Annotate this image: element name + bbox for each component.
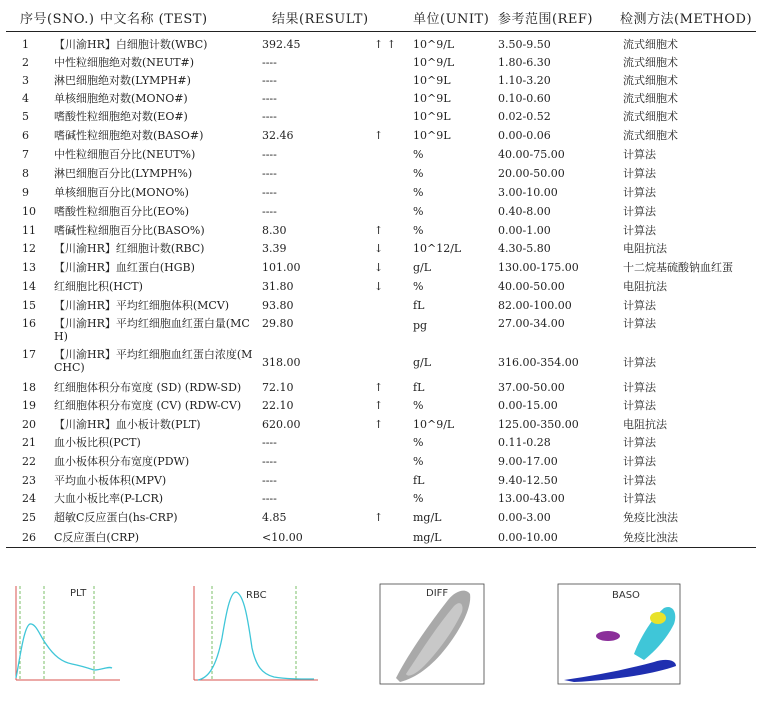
unit: %: [413, 224, 424, 237]
header-ref: 参考范围(REF): [498, 12, 593, 27]
unit: 10^9L: [413, 74, 451, 87]
result-value: 101.00: [262, 261, 301, 274]
method: 电阻抗法: [623, 418, 667, 431]
row-number: 5: [22, 110, 29, 123]
result-value: ----: [262, 474, 277, 487]
test-name: 单核细胞百分比(MONO%): [54, 186, 189, 199]
method: 计算法: [623, 148, 656, 161]
result-value: 8.30: [262, 224, 287, 237]
abnormal-flag: ↓: [374, 261, 384, 274]
method: 计算法: [623, 356, 656, 369]
method: 免疫比浊法: [623, 511, 678, 524]
rbc-histogram: [190, 578, 322, 686]
unit: %: [413, 148, 424, 161]
result-value: ----: [262, 167, 277, 180]
header-rule: [6, 31, 756, 32]
row-number: 25: [22, 511, 36, 524]
result-value: ----: [262, 148, 277, 161]
method: 计算法: [623, 317, 656, 330]
unit: fL: [413, 381, 425, 394]
reference-range: 0.02-0.52: [498, 110, 551, 123]
row-number: 4: [22, 92, 29, 105]
test-name: 嗜碱性粒细胞百分比(BASO%): [54, 224, 205, 237]
baso-purple-cluster: [596, 631, 620, 641]
reference-range: 9.00-17.00: [498, 455, 558, 468]
abnormal-flag: ↑: [374, 418, 384, 431]
baso-scattergram: [554, 578, 684, 688]
method: 流式细胞术: [623, 38, 678, 51]
reference-range: 0.10-0.60: [498, 92, 551, 105]
result-value: 4.85: [262, 511, 287, 524]
method: 流式细胞术: [623, 129, 678, 142]
unit: %: [413, 399, 424, 412]
method: 计算法: [623, 299, 656, 312]
reference-range: 130.00-175.00: [498, 261, 579, 274]
test-name: 【川渝HR】血红蛋白(HGB): [54, 261, 195, 274]
test-name: 平均血小板体积(MPV): [54, 474, 167, 487]
row-number: 8: [22, 167, 29, 180]
plt-label: PLT: [70, 588, 87, 599]
test-name: 红细胞比积(HCT): [54, 280, 143, 293]
abnormal-flag: ↑: [374, 129, 384, 142]
reference-range: 0.00-10.00: [498, 531, 558, 544]
row-number: 17: [22, 348, 36, 361]
row-number: 11: [22, 224, 36, 237]
test-name: 中性粒细胞绝对数(NEUT#): [54, 56, 195, 69]
unit: pg: [413, 319, 428, 332]
method: 计算法: [623, 186, 656, 199]
row-number: 24: [22, 492, 36, 505]
result-value: ----: [262, 205, 277, 218]
test-name: 【川渝HR】血小板计数(PLT): [54, 418, 201, 431]
row-number: 22: [22, 455, 36, 468]
result-value: 620.00: [262, 418, 301, 431]
row-number: 6: [22, 129, 29, 142]
method: 计算法: [623, 399, 656, 412]
rbc-label: RBC: [246, 590, 267, 601]
method: 计算法: [623, 224, 656, 237]
unit: 10^9L: [413, 110, 451, 123]
result-value: ----: [262, 455, 277, 468]
test-name: 超敏C反应蛋白(hs-CRP): [54, 511, 178, 524]
result-value: ----: [262, 110, 277, 123]
row-number: 12: [22, 242, 36, 255]
method: 计算法: [623, 205, 656, 218]
abnormal-flag: ↑: [374, 224, 384, 237]
result-value: ----: [262, 436, 277, 449]
unit: 10^9/L: [413, 418, 455, 431]
reference-range: 9.40-12.50: [498, 474, 558, 487]
header-unit: 单位(UNIT): [413, 12, 490, 27]
reference-range: 0.40-8.00: [498, 205, 551, 218]
row-number: 16: [22, 317, 36, 330]
result-value: <10.00: [262, 531, 303, 544]
unit: g/L: [413, 356, 432, 369]
unit: mg/L: [413, 531, 442, 544]
reference-range: 0.00-15.00: [498, 399, 558, 412]
result-value: 318.00: [262, 356, 301, 369]
method: 计算法: [623, 474, 656, 487]
result-value: 3.39: [262, 242, 287, 255]
reference-range: 0.00-3.00: [498, 511, 551, 524]
row-number: 14: [22, 280, 36, 293]
row-number: 19: [22, 399, 36, 412]
row-number: 21: [22, 436, 36, 449]
result-value: 72.10: [262, 381, 294, 394]
row-number: 2: [22, 56, 29, 69]
unit: %: [413, 455, 424, 468]
plt-histogram: [12, 578, 124, 686]
row-number: 9: [22, 186, 29, 199]
result-value: 22.10: [262, 399, 294, 412]
method: 计算法: [623, 167, 656, 180]
method: 流式细胞术: [623, 56, 678, 69]
method: 计算法: [623, 455, 656, 468]
unit: 10^9/L: [413, 38, 455, 51]
method: 流式细胞术: [623, 74, 678, 87]
method: 计算法: [623, 381, 656, 394]
row-number: 3: [22, 74, 29, 87]
reference-range: 37.00-50.00: [498, 381, 565, 394]
reference-range: 20.00-50.00: [498, 167, 565, 180]
abnormal-flag: ↓: [374, 242, 384, 255]
header-result: 结果(RESULT): [272, 12, 369, 27]
reference-range: 1.10-3.20: [498, 74, 551, 87]
reference-range: 13.00-43.00: [498, 492, 565, 505]
reference-range: 4.30-5.80: [498, 242, 551, 255]
test-name: 血小板比积(PCT): [54, 436, 141, 449]
table-header: [0, 8, 780, 32]
unit: %: [413, 167, 424, 180]
test-name: 中性粒细胞百分比(NEUT%): [54, 148, 196, 161]
test-name: 嗜酸性粒细胞绝对数(EO#): [54, 110, 188, 123]
test-name: 【川渝HR】白细胞计数(WBC): [54, 38, 208, 51]
method: 电阻抗法: [623, 280, 667, 293]
result-value: ----: [262, 492, 277, 505]
reference-range: 40.00-75.00: [498, 148, 565, 161]
abnormal-flag: ↑: [374, 511, 384, 524]
test-name: 【川渝HR】平均红细胞血红蛋白浓度(MCHC): [54, 348, 253, 374]
row-number: 7: [22, 148, 29, 161]
result-value: 392.45: [262, 38, 301, 51]
diff-scattergram: [376, 578, 488, 688]
unit: 10^9L: [413, 129, 451, 142]
test-name: C反应蛋白(CRP): [54, 531, 140, 544]
unit: %: [413, 436, 424, 449]
row-number: 15: [22, 299, 36, 312]
method: 计算法: [623, 436, 656, 449]
row-number: 18: [22, 381, 36, 394]
reference-range: 27.00-34.00: [498, 317, 565, 330]
unit: 10^9/L: [413, 56, 455, 69]
row-number: 13: [22, 261, 36, 274]
rbc-curve: [198, 592, 314, 680]
abnormal-flag: ↑ ↑: [374, 38, 396, 51]
header-no: 序号(SNO.): [20, 12, 95, 27]
unit: 10^9L: [413, 92, 451, 105]
method: 电阻抗法: [623, 242, 667, 255]
method: 流式细胞术: [623, 110, 678, 123]
test-name: 淋巴细胞绝对数(LYMPH#): [54, 74, 191, 87]
unit: %: [413, 280, 424, 293]
method: 十二烷基硫酸钠血红蛋: [623, 261, 733, 274]
row-number: 10: [22, 205, 36, 218]
test-name: 【川渝HR】平均红细胞血红蛋白量(MCH): [54, 317, 250, 343]
test-name: 单核细胞绝对数(MONO#): [54, 92, 188, 105]
test-name: 嗜酸性粒细胞百分比(EO%): [54, 205, 190, 218]
row-number: 26: [22, 531, 36, 544]
unit: %: [413, 186, 424, 199]
reference-range: 1.80-6.30: [498, 56, 551, 69]
result-value: 32.46: [262, 129, 294, 142]
test-name: 【川渝HR】红细胞计数(RBC): [54, 242, 205, 255]
abnormal-flag: ↑: [374, 399, 384, 412]
abnormal-flag: ↓: [374, 280, 384, 293]
row-number: 20: [22, 418, 36, 431]
result-value: ----: [262, 74, 277, 87]
diff-label: DIFF: [426, 588, 449, 599]
reference-range: 125.00-350.00: [498, 418, 579, 431]
header-method: 检测方法(METHOD): [620, 12, 753, 27]
reference-range: 82.00-100.00: [498, 299, 572, 312]
reference-range: 316.00-354.00: [498, 356, 579, 369]
test-name: 血小板体积分布宽度(PDW): [54, 455, 190, 468]
unit: mg/L: [413, 511, 442, 524]
test-name: 淋巴细胞百分比(LYMPH%): [54, 167, 193, 180]
method: 计算法: [623, 492, 656, 505]
unit: fL: [413, 474, 425, 487]
row-number: 1: [22, 38, 29, 51]
result-value: ----: [262, 186, 277, 199]
reference-range: 40.00-50.00: [498, 280, 565, 293]
method: 免疫比浊法: [623, 531, 678, 544]
unit: fL: [413, 299, 425, 312]
baso-label: BASO: [612, 590, 640, 601]
result-value: 31.80: [262, 280, 294, 293]
unit: g/L: [413, 261, 432, 274]
unit: %: [413, 205, 424, 218]
abnormal-flag: ↑: [374, 381, 384, 394]
test-name: 红细胞体积分布宽度 (CV) (RDW-CV): [54, 399, 242, 412]
result-value: ----: [262, 56, 277, 69]
footer-rule: [6, 547, 756, 548]
result-value: 93.80: [262, 299, 294, 312]
reference-range: 3.50-9.50: [498, 38, 551, 51]
row-number: 23: [22, 474, 36, 487]
test-name: 大血小板比率(P-LCR): [54, 492, 164, 505]
reference-range: 3.00-10.00: [498, 186, 558, 199]
baso-yellow-cluster: [650, 612, 666, 624]
test-name: 嗜碱性粒细胞绝对数(BASO#): [54, 129, 204, 142]
reference-range: 0.00-1.00: [498, 224, 551, 237]
test-name: 【川渝HR】平均红细胞体积(MCV): [54, 299, 230, 312]
result-value: ----: [262, 92, 277, 105]
result-value: 29.80: [262, 317, 294, 330]
test-name: 红细胞体积分布宽度 (SD) (RDW-SD): [54, 381, 242, 394]
unit: 10^12/L: [413, 242, 462, 255]
unit: %: [413, 492, 424, 505]
reference-range: 0.00-0.06: [498, 129, 551, 142]
header-name: 中文名称 (TEST): [100, 12, 208, 27]
reference-range: 0.11-0.28: [498, 436, 551, 449]
method: 流式细胞术: [623, 92, 678, 105]
plt-curve: [16, 624, 112, 678]
